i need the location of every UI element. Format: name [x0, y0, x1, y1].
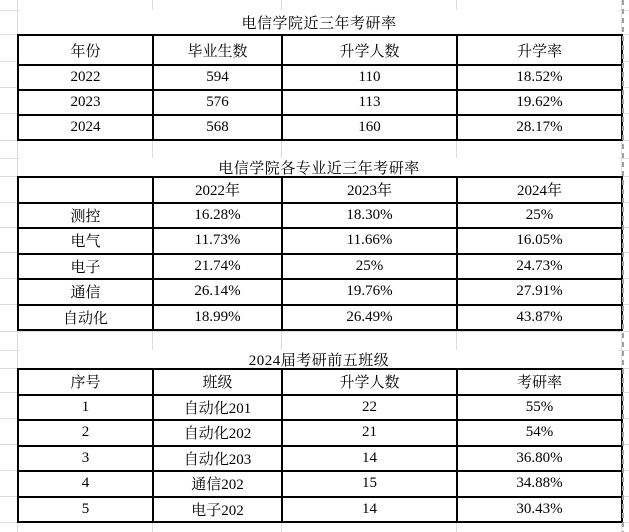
table-row — [18, 90, 622, 115]
table-cell[interactable]: 568 — [153, 115, 282, 140]
table-cell[interactable]: 2023 — [18, 90, 153, 115]
table-top5-classes — [17, 368, 623, 523]
table-cell[interactable]: 25% — [282, 254, 457, 280]
table-cell[interactable]: 34.88% — [457, 471, 622, 497]
table-cell[interactable]: 自动化201 — [153, 395, 282, 421]
table-row — [18, 471, 622, 497]
table-cell[interactable]: 24.73% — [457, 254, 622, 280]
table-title-grad-rate-by-major[interactable]: 电信学院各专业近三年考研率 — [19, 158, 619, 176]
table-cell[interactable]: 21.74% — [153, 254, 282, 280]
row-gridline — [0, 331, 629, 332]
header-cell[interactable]: 班级 — [153, 369, 282, 395]
table-row — [18, 395, 622, 421]
header-cell[interactable]: 毕业生数 — [153, 35, 282, 65]
header-cell[interactable]: 考研率 — [457, 369, 622, 395]
table-row — [18, 203, 622, 229]
table-cell[interactable]: 576 — [153, 90, 282, 115]
header-row — [18, 35, 622, 65]
table-cell[interactable]: 113 — [282, 90, 457, 115]
table-cell[interactable]: 18.52% — [457, 65, 622, 90]
table-cell[interactable]: 11.73% — [153, 228, 282, 254]
table-cell[interactable]: 28.17% — [457, 115, 622, 140]
table-cell[interactable]: 43.87% — [457, 305, 622, 331]
table-cell[interactable]: 1 — [18, 395, 153, 421]
table-title-grad-rate-by-year[interactable]: 电信学院近三年考研率 — [19, 10, 619, 34]
table-row — [18, 305, 622, 331]
header-cell[interactable]: 2023年 — [282, 177, 457, 203]
table-cell[interactable]: 通信 — [18, 279, 153, 305]
table-cell[interactable]: 14 — [282, 446, 457, 472]
table-row — [18, 446, 622, 472]
header-cell[interactable]: 年份 — [18, 35, 153, 65]
table-cell[interactable]: 15 — [282, 471, 457, 497]
table-row — [18, 254, 622, 280]
table-cell[interactable]: 110 — [282, 65, 457, 90]
table-cell[interactable]: 16.05% — [457, 228, 622, 254]
table-cell[interactable]: 19.62% — [457, 90, 622, 115]
header-cell[interactable]: 2024年 — [457, 177, 622, 203]
header-row — [18, 369, 622, 395]
table-grad-rate-by-year — [17, 34, 623, 141]
header-cell[interactable]: 升学人数 — [282, 369, 457, 395]
header-cell[interactable]: 序号 — [18, 369, 153, 395]
table-cell[interactable]: 36.80% — [457, 446, 622, 472]
table-cell[interactable]: 自动化 — [18, 305, 153, 331]
table-cell[interactable]: 27.91% — [457, 279, 622, 305]
table-cell[interactable]: 18.99% — [153, 305, 282, 331]
table-row — [18, 497, 622, 523]
table-cell[interactable]: 电气 — [18, 228, 153, 254]
header-cell[interactable] — [18, 177, 153, 203]
table-cell[interactable]: 55% — [457, 395, 622, 421]
table-cell[interactable]: 26.49% — [282, 305, 457, 331]
table-cell[interactable]: 3 — [18, 446, 153, 472]
table-cell[interactable]: 19.76% — [282, 279, 457, 305]
table-cell[interactable]: 18.30% — [282, 203, 457, 229]
table-cell[interactable]: 21 — [282, 420, 457, 446]
header-cell[interactable]: 升学人数 — [282, 35, 457, 65]
table-cell[interactable]: 自动化202 — [153, 420, 282, 446]
table-cell[interactable]: 54% — [457, 420, 622, 446]
table-row — [18, 279, 622, 305]
table-cell[interactable]: 自动化203 — [153, 446, 282, 472]
table-cell[interactable]: 594 — [153, 65, 282, 90]
table-cell[interactable]: 4 — [18, 471, 153, 497]
page-break-dashed-line — [622, 0, 624, 532]
table-cell[interactable]: 160 — [282, 115, 457, 140]
table-cell[interactable]: 2 — [18, 420, 153, 446]
table-cell[interactable]: 11.66% — [282, 228, 457, 254]
table-row — [18, 115, 622, 140]
table-cell[interactable]: 25% — [457, 203, 622, 229]
table-cell[interactable]: 2022 — [18, 65, 153, 90]
table-cell[interactable]: 测控 — [18, 203, 153, 229]
table-cell[interactable]: 16.28% — [153, 203, 282, 229]
table-cell[interactable]: 30.43% — [457, 497, 622, 523]
table-grad-rate-by-major — [17, 176, 623, 331]
table-cell[interactable]: 14 — [282, 497, 457, 523]
table-row — [18, 65, 622, 90]
table-cell[interactable]: 26.14% — [153, 279, 282, 305]
table-cell[interactable]: 22 — [282, 395, 457, 421]
table-cell[interactable]: 通信202 — [153, 471, 282, 497]
header-row — [18, 177, 622, 203]
table-cell[interactable]: 2024 — [18, 115, 153, 140]
table-cell[interactable]: 电子202 — [153, 497, 282, 523]
table-row — [18, 420, 622, 446]
header-cell[interactable]: 升学率 — [457, 35, 622, 65]
table-title-top5-classes[interactable]: 2024届考研前五班级 — [19, 350, 619, 368]
table-cell[interactable]: 5 — [18, 497, 153, 523]
header-cell[interactable]: 2022年 — [153, 177, 282, 203]
table-row — [18, 228, 622, 254]
table-cell[interactable]: 电子 — [18, 254, 153, 280]
